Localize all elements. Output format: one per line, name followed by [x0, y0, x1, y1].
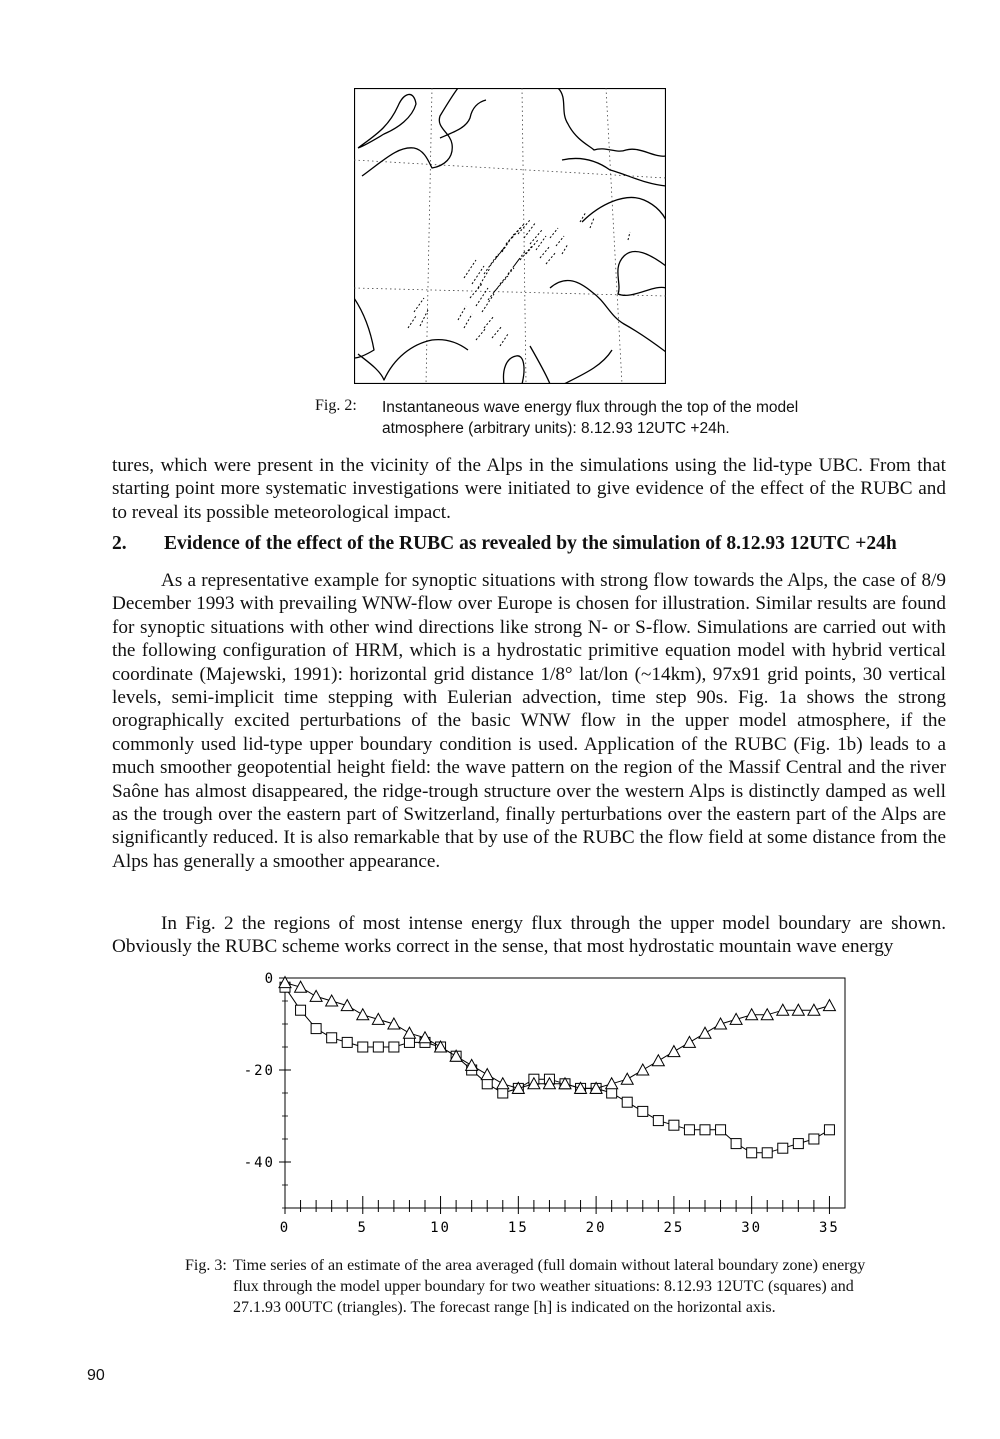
fig2-label: Fig. 2: [315, 397, 357, 414]
square-marker [482, 1079, 492, 1089]
square-marker [358, 1042, 368, 1052]
section-number: 2. [112, 533, 127, 554]
triangle-marker [683, 1036, 695, 1047]
triangle-marker [372, 1013, 384, 1024]
intro-paragraph: tures, which were present in the vicinity of the Alps in the simulations using the lid-type UBC. From that starting point more systematic investigations were initiated to give evidence of the effect of the RUBC and to reveal its possible meteorological impact. [112, 455, 946, 523]
square-marker [793, 1139, 803, 1149]
page-number: 90 [87, 1367, 105, 1384]
square-marker [373, 1042, 383, 1052]
triangle-marker [310, 990, 322, 1001]
square-marker [311, 1024, 321, 1034]
fig3-caption-line-3: 27.1.93 00UTC (triangles). The forecast range [h] is indicated on the horizontal axis. [233, 1299, 776, 1316]
x-tick-label: 5 [357, 1220, 368, 1236]
square-marker [498, 1088, 508, 1098]
fig2-caption [382, 397, 822, 439]
triangle-marker [746, 1009, 758, 1020]
square-marker [404, 1037, 414, 1047]
section-heading [112, 533, 952, 555]
x-tick-label: 10 [430, 1220, 451, 1236]
square-marker [607, 1088, 617, 1098]
square-series-line [285, 987, 829, 1153]
triangle-marker [357, 1009, 369, 1020]
x-tick-label: 15 [507, 1220, 529, 1236]
y-tick-label: -20 [243, 1063, 275, 1079]
fig2-map [354, 88, 666, 384]
fig3-caption-line-1: Time series of an estimate of the area averaged (full domain without lateral boundary zone) energy [233, 1257, 866, 1274]
square-marker [824, 1125, 834, 1135]
fig2-caption-line-2: atmosphere (arbitrary units): 8.12.93 12UTC +24h. [382, 420, 730, 437]
square-marker [389, 1042, 399, 1052]
triangle-marker [621, 1073, 633, 1084]
energy-flux-time-series-chart [240, 960, 860, 1250]
square-marker [327, 1033, 337, 1043]
square-marker [638, 1106, 648, 1116]
triangle-marker [761, 1009, 773, 1020]
square-marker [296, 1005, 306, 1015]
triangle-marker [668, 1046, 680, 1057]
x-tick-label: 0 [279, 1220, 291, 1236]
plot-frame [285, 978, 845, 1208]
triangle-marker [403, 1027, 415, 1038]
fig3-label: Fig. 3: [185, 1257, 227, 1274]
paragraph-2: As a representative example for synoptic situations with strong flow towards the Alps, the case of 8/9 December 1993 with prevailing WNW-flow over Europe is chosen for illustration. Similar results are found for synoptic situations with other wind directions like strong N- or S-flow. Simulations are carried out with the following configuration of HRM, which is a hydrostatic primitive equation model with hybrid vertical coordinate (Majewski, 1991): horizontal grid distance 1/8° lat/lon (~14km), 97x91 grid points, 30 vertical levels, semi-implicit time stepping with Eulerian advection, time step 90s. Fig. 1a shows the strong orographically excited perturbations of the basic WNW flow in the upper model atmosphere, if the commonly used lid-type upper boundary condition is used. Application of the RUBC (Fig. 1b) leads to a much smoother geopotential height field: the wave pattern on the region of the Massif Central and the river Saône has almost disappeared, the ridge-trough structure over the western Alps is distinctly damped as well as the trough over the eastern part of Switzerland, finally perturbations over the eastern part of the Alps are significantly reduced. It is also remarkable that by use of the RUBC the flow field at some distance from the Alps has generally a smoother appearance. [112, 570, 946, 872]
triangle-marker [341, 1000, 353, 1011]
triangle-marker [388, 1018, 400, 1029]
fig3-caption-line-2: flux through the model upper boundary for two weather situations: 8.12.93 12UTC (squares) and [233, 1278, 854, 1295]
triangle-marker [637, 1064, 649, 1075]
triangle-series-line [285, 983, 829, 1089]
square-marker [716, 1125, 726, 1135]
square-marker [653, 1116, 663, 1126]
triangle-marker [823, 1000, 835, 1011]
square-marker [342, 1037, 352, 1047]
square-marker [762, 1148, 772, 1158]
fig3-caption [233, 1255, 953, 1318]
fig2-caption-line-1: Instantaneous wave energy flux through the top of the model [382, 399, 799, 416]
triangle-marker [326, 995, 338, 1006]
square-marker [731, 1139, 741, 1149]
y-tick-label: -40 [243, 1155, 275, 1171]
triangle-marker [715, 1018, 727, 1029]
triangle-marker [497, 1078, 509, 1089]
triangle-marker [295, 981, 307, 992]
triangle-marker [730, 1013, 742, 1024]
section-title: Evidence of the effect of the RUBC as revealed by the simulation of 8.12.93 12UTC +24h [164, 533, 897, 554]
triangle-marker [652, 1055, 664, 1066]
square-marker [747, 1148, 757, 1158]
square-marker [700, 1125, 710, 1135]
x-tick-label: 30 [741, 1220, 763, 1236]
y-tick-label: 0 [264, 971, 275, 987]
square-marker [809, 1134, 819, 1144]
square-marker [684, 1125, 694, 1135]
square-marker [669, 1120, 679, 1130]
triangle-marker [606, 1078, 618, 1089]
square-marker [622, 1097, 632, 1107]
paragraph-3: In Fig. 2 the regions of most intense energy flux through the upper model boundary are shown. Obviously the RUBC scheme works correct in the sense, that most hydrostatic mountain wave energy [112, 913, 946, 958]
fig3-chart [240, 960, 860, 1250]
europe-map-illustration [354, 88, 666, 384]
x-tick-label: 20 [585, 1220, 607, 1236]
triangle-marker [481, 1069, 493, 1080]
square-marker [778, 1143, 788, 1153]
triangle-marker [699, 1027, 711, 1038]
x-tick-label: 35 [819, 1220, 840, 1236]
x-tick-label: 25 [663, 1220, 685, 1236]
